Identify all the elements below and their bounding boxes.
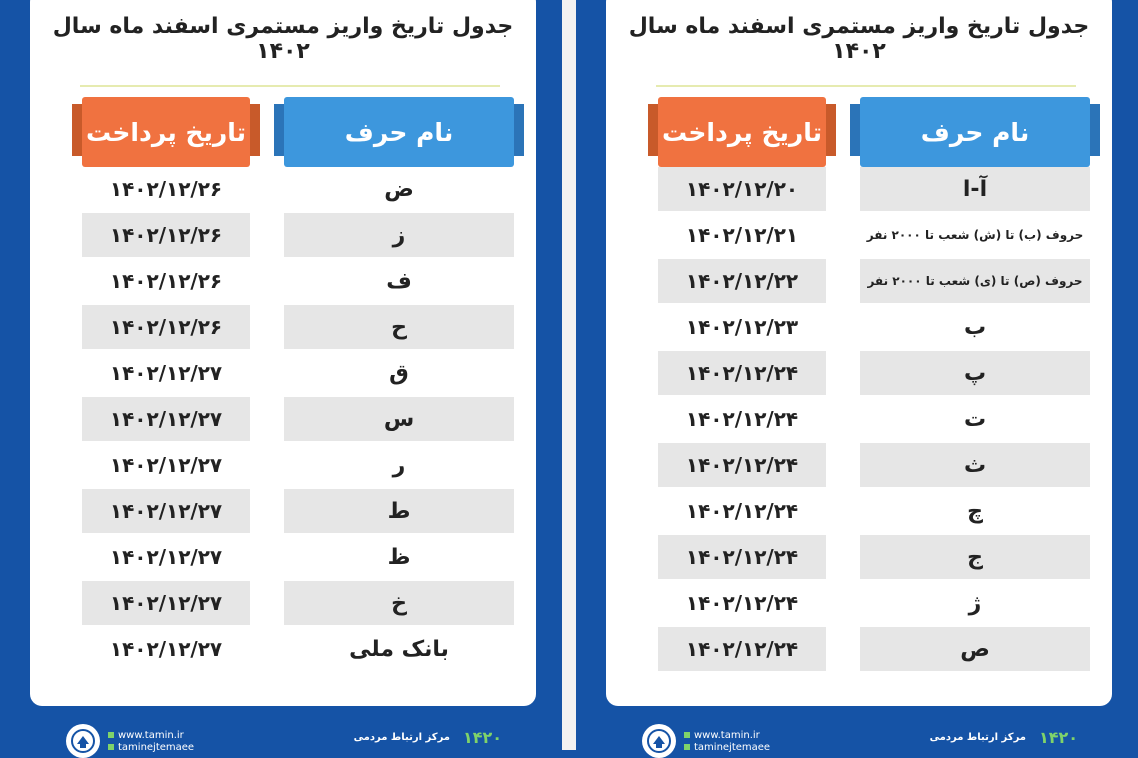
footer <box>622 724 1116 753</box>
letter-name: ض <box>284 167 514 211</box>
web-icon <box>108 732 114 738</box>
letter-name: ب <box>860 305 1090 349</box>
payment-date: ۱۴۰۲/۱۲/۲۷ <box>82 535 250 579</box>
table-row <box>30 581 536 627</box>
payment-date: ۱۴۰۲/۱۲/۲۷ <box>82 351 250 395</box>
payment-date: ۱۴۰۲/۱۲/۲۳ <box>658 305 826 349</box>
table-row <box>30 259 536 305</box>
table-row <box>30 213 536 259</box>
letter-name: خ <box>284 581 514 625</box>
letter-name: ز <box>284 213 514 257</box>
payment-date: ۱۴۰۲/۱۲/۲۶ <box>82 167 250 211</box>
table-row <box>30 489 536 535</box>
payment-date: ۱۴۰۲/۱۲/۲۴ <box>658 443 826 487</box>
header-tab-decoration <box>274 104 284 156</box>
schedule-card <box>30 0 536 706</box>
payment-date: ۱۴۰۲/۱۲/۲۴ <box>658 535 826 579</box>
payment-date: ۱۴۰۲/۱۲/۲۲ <box>658 259 826 303</box>
letter-name: ص <box>860 627 1090 671</box>
letter-name: ق <box>284 351 514 395</box>
footer <box>46 724 540 753</box>
panel-divider <box>562 0 576 750</box>
schedule-panel-right <box>590 0 1130 753</box>
letter-name: بانک ملی <box>284 627 514 671</box>
letter-name: ح <box>284 305 514 349</box>
header-tab-decoration <box>648 104 658 156</box>
letter-name: ف <box>284 259 514 303</box>
footer-links <box>108 730 194 754</box>
payment-date: ۱۴۰۲/۱۲/۲۴ <box>658 489 826 533</box>
table-row <box>606 397 1112 443</box>
letter-name: ژ <box>860 581 1090 625</box>
footer-links <box>684 730 770 754</box>
table-row <box>30 397 536 443</box>
letter-name: حروف (ص) تا (ی) شعب تا ۲۰۰۰ نفر <box>860 259 1090 303</box>
page-title: جدول تاریخ واریز مستمری اسفند ماه سال ۱۴۰۲ <box>628 14 1090 64</box>
web-icon <box>684 732 690 738</box>
website-link[interactable]: www.tamin.ir <box>694 730 760 741</box>
letter-name: چ <box>860 489 1090 533</box>
table-row <box>606 167 1112 213</box>
phone-label: مرکز ارتباط مردمی <box>929 732 1026 743</box>
payment-date: ۱۴۰۲/۱۲/۲۶ <box>82 259 250 303</box>
table-row <box>30 443 536 489</box>
letter-name: س <box>284 397 514 441</box>
schedule-card <box>606 0 1112 706</box>
payment-date: ۱۴۰۲/۱۲/۲۶ <box>82 305 250 349</box>
social-handle[interactable]: taminejtemaee <box>694 742 771 753</box>
social-icon <box>684 744 690 750</box>
header-tab-decoration <box>826 104 836 156</box>
phone-number: ۱۴۲۰ <box>462 728 502 747</box>
letter-name: ج <box>860 535 1090 579</box>
letter-name: ظ <box>284 535 514 579</box>
payment-date: ۱۴۰۲/۱۲/۲۷ <box>82 397 250 441</box>
letter-name: آ-ا <box>860 167 1090 211</box>
letter-name: ط <box>284 489 514 533</box>
schedule-panel-left <box>14 0 554 753</box>
table-row <box>606 443 1112 489</box>
page-title: جدول تاریخ واریز مستمری اسفند ماه سال ۱۴۰۲ <box>52 14 514 64</box>
table-row <box>606 259 1112 305</box>
payment-date: ۱۴۰۲/۱۲/۲۴ <box>658 397 826 441</box>
payment-date: ۱۴۰۲/۱۲/۲۶ <box>82 213 250 257</box>
payment-date: ۱۴۰۲/۱۲/۲۰ <box>658 167 826 211</box>
table-row <box>606 351 1112 397</box>
column-header-date: تاریخ پرداخت <box>658 97 826 167</box>
payment-date: ۱۴۰۲/۱۲/۲۱ <box>658 213 826 257</box>
header-tab-decoration <box>850 104 860 156</box>
letter-name: ر <box>284 443 514 487</box>
payment-date: ۱۴۰۲/۱۲/۲۷ <box>82 627 250 671</box>
table-row <box>30 305 536 351</box>
title-divider <box>656 85 1076 87</box>
letter-name: ث <box>860 443 1090 487</box>
schedule-table <box>30 167 536 673</box>
letter-name: حروف (ب) تا (ش) شعب تا ۲۰۰۰ نفر <box>860 213 1090 257</box>
table-row <box>606 489 1112 535</box>
header-tab-decoration <box>514 104 524 156</box>
table-row <box>606 213 1112 259</box>
website-link[interactable]: www.tamin.ir <box>118 730 184 741</box>
phone-number: ۱۴۲۰ <box>1038 728 1078 747</box>
column-header-letter: نام حرف <box>284 97 514 167</box>
table-row <box>606 305 1112 351</box>
payment-date: ۱۴۰۲/۱۲/۲۷ <box>82 489 250 533</box>
tamin-logo-icon <box>66 724 100 758</box>
header-tab-decoration <box>1090 104 1100 156</box>
tamin-logo-icon <box>642 724 676 758</box>
table-row <box>30 627 536 673</box>
table-row <box>30 535 536 581</box>
social-handle[interactable]: taminejtemaee <box>118 742 195 753</box>
table-row <box>30 167 536 213</box>
social-icon <box>108 744 114 750</box>
letter-name: ت <box>860 397 1090 441</box>
header-tab-decoration <box>250 104 260 156</box>
table-row <box>606 581 1112 627</box>
header-tab-decoration <box>72 104 82 156</box>
payment-date: ۱۴۰۲/۱۲/۲۷ <box>82 443 250 487</box>
payment-date: ۱۴۰۲/۱۲/۲۴ <box>658 581 826 625</box>
table-row <box>30 351 536 397</box>
payment-date: ۱۴۰۲/۱۲/۲۴ <box>658 627 826 671</box>
title-divider <box>80 85 500 87</box>
phone-label: مرکز ارتباط مردمی <box>353 732 450 743</box>
column-header-date: تاریخ پرداخت <box>82 97 250 167</box>
column-header-letter: نام حرف <box>860 97 1090 167</box>
letter-name: پ <box>860 351 1090 395</box>
schedule-table <box>606 167 1112 673</box>
payment-date: ۱۴۰۲/۱۲/۲۴ <box>658 351 826 395</box>
table-row <box>606 627 1112 673</box>
table-row <box>606 535 1112 581</box>
payment-date: ۱۴۰۲/۱۲/۲۷ <box>82 581 250 625</box>
